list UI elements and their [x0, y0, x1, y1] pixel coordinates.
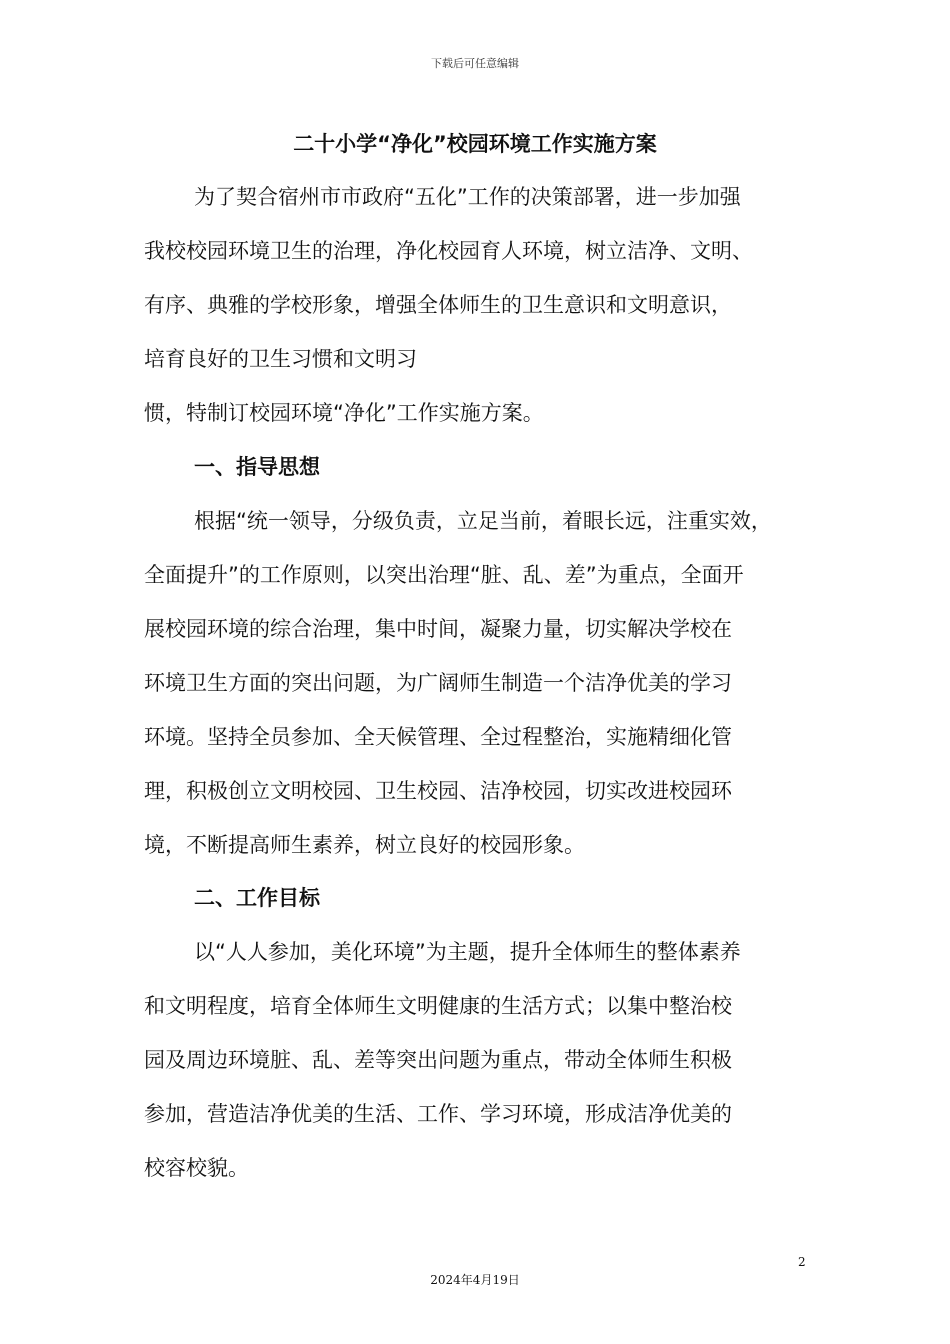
paragraph-line: 和文明程度，培育全体师生文明健康的生活方式；以集中整治校: [144, 994, 732, 1018]
paragraph-line: 全面提升”的工作原则，以突出治理“脏、乱、差”为重点，全面开: [144, 563, 744, 587]
paragraph-line: 我校校园环境卫生的治理，净化校园育人环境，树立洁净、文明、: [144, 239, 753, 263]
paragraph-line: 以“人人参加，美化环境”为主题，提升全体师生的整体素养: [194, 940, 741, 964]
paragraph-line: 环境。坚持全员参加、全天候管理、全过程整治，实施精细化管: [144, 725, 732, 749]
paragraph-line: 根据“统一领导，分级负责，立足当前，着眼长远，注重实效，: [194, 509, 772, 533]
paragraph-line: 理，积极创立文明校园、卫生校园、洁净校园，切实改进校园环: [144, 779, 732, 803]
paragraph-line: 校容校貌。: [144, 1156, 249, 1180]
paragraph-line: 展校园环境的综合治理，集中时间，凝聚力量，切实解决学校在: [144, 617, 732, 641]
paragraph-line: 有序、典雅的学校形象，增强全体师生的卫生意识和文明意识，: [144, 293, 732, 317]
paragraph-line: 培育良好的卫生习惯和文明习: [144, 347, 417, 371]
page-number: 2: [798, 1255, 806, 1269]
paragraph-line: 环境卫生方面的突出问题，为广阔师生制造一个洁净优美的学习: [144, 671, 732, 695]
paragraph-line: 园及周边环境脏、乱、差等突出问题为重点，带动全体师生积极: [144, 1048, 732, 1072]
section-heading: 一、指导思想: [194, 455, 320, 479]
paragraph-line: 参加，营造洁净优美的生活、工作、学习环境，形成洁净优美的: [144, 1102, 732, 1126]
document-title: 二十小学“净化”校园环境工作实施方案: [293, 132, 657, 156]
paragraph-line: 惯，特制订校园环境“净化”工作实施方案。: [144, 401, 544, 425]
footer-date: 2024年4月19日: [430, 1273, 520, 1287]
paragraph-line: 为了契合宿州市市政府“五化”工作的决策部署，进一步加强: [194, 185, 741, 209]
header-note: 下载后可任意编辑: [431, 57, 519, 70]
section-heading: 二、工作目标: [194, 886, 320, 910]
paragraph-line: 境，不断提高师生素养，树立良好的校园形象。: [144, 833, 585, 857]
